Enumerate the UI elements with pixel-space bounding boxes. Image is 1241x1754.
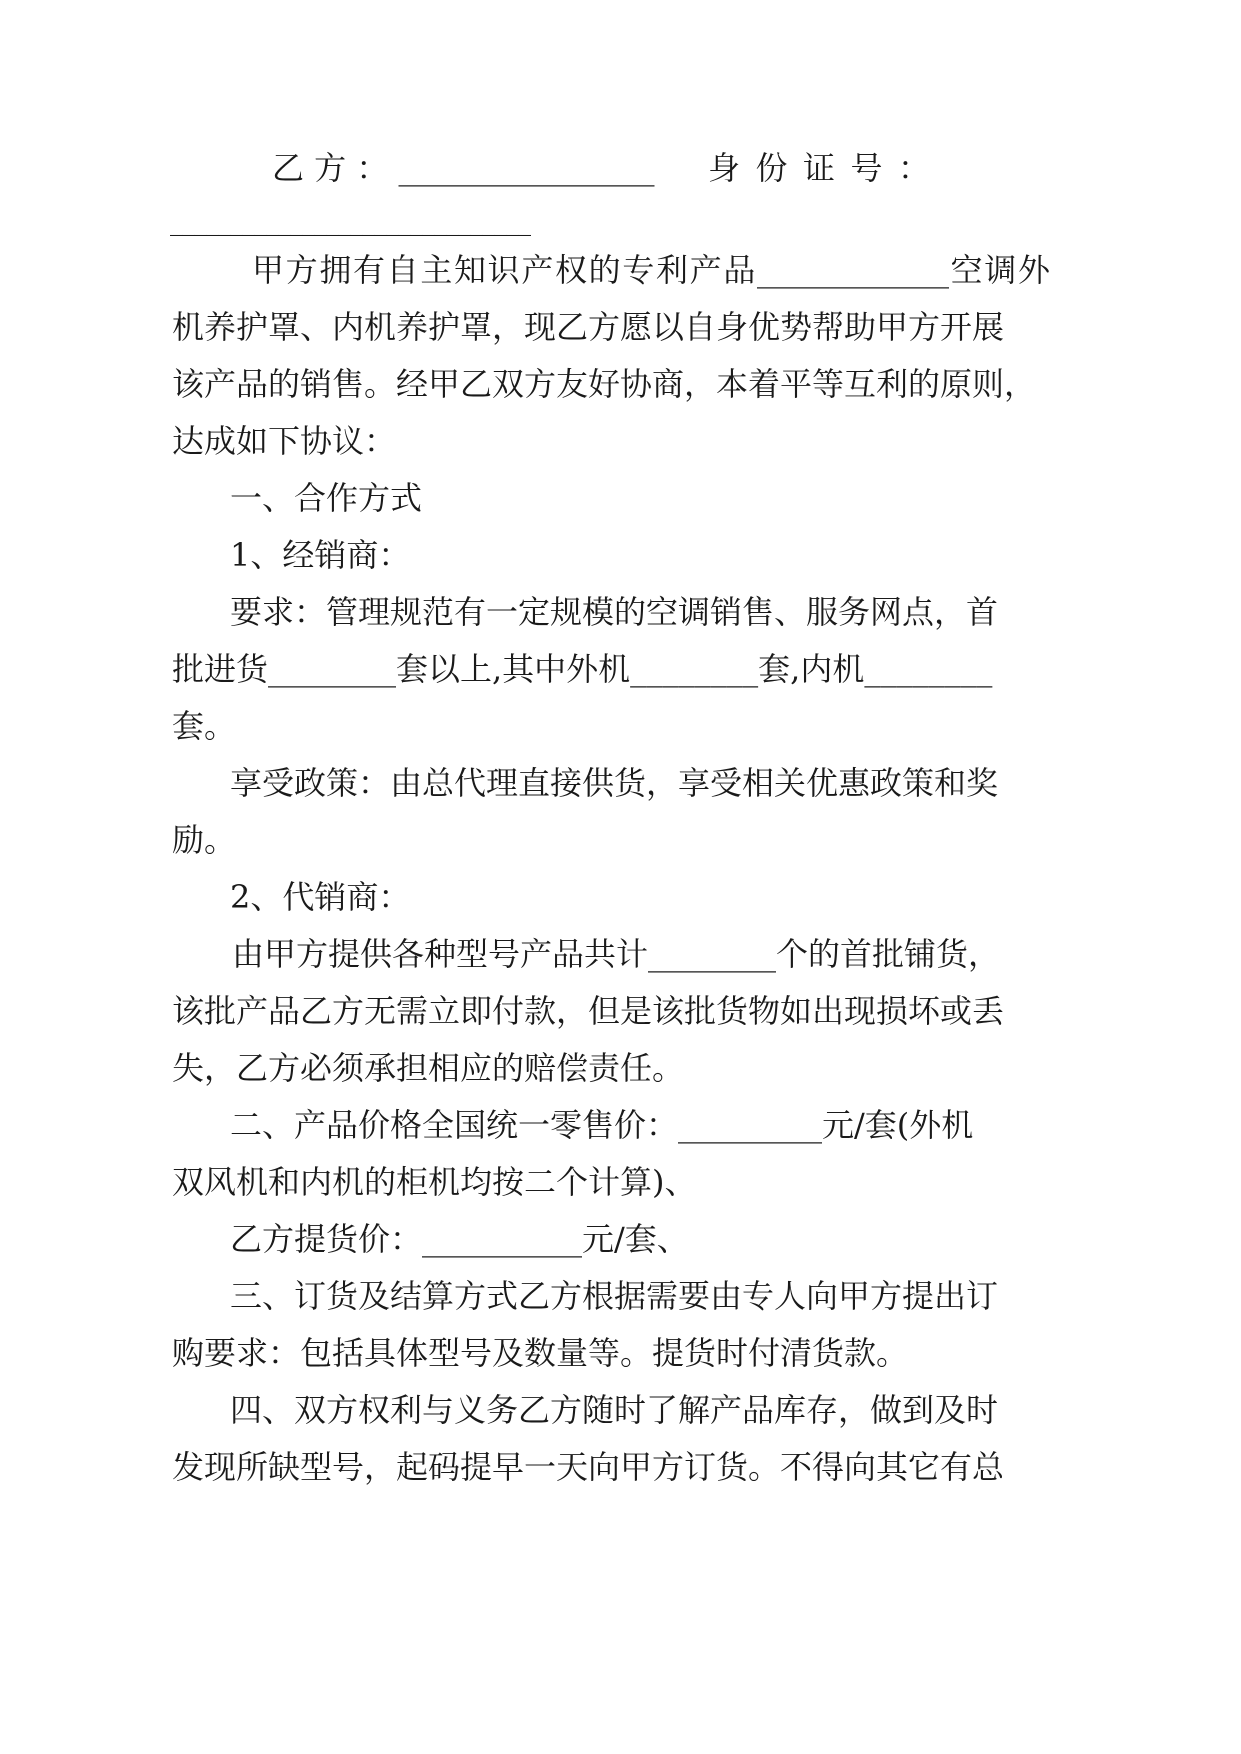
- consignee-line-3: 失，乙方必须承担相应的赔偿责任。: [172, 1049, 685, 1087]
- subsection-consignee: 2、代销商：: [230, 878, 411, 916]
- section-ordering-line-1: 三、订货及结算方式乙方根据需要由专人向甲方提出订: [230, 1277, 999, 1315]
- distributor-policy-line-2: 励。: [172, 821, 237, 859]
- section-rights-line-1: 四、双方权利与义务乙方随时了解产品库存，做到及时: [230, 1391, 999, 1429]
- distributor-policy-line-1: 享受政策：由总代理直接供货，享受相关优惠政策和奖: [230, 764, 999, 802]
- section-heading-cooperation: 一、合作方式: [230, 479, 423, 517]
- distributor-requirement-line-3: 套。: [172, 707, 237, 745]
- pickup-price-line: 乙方提货价：__________元/套、: [230, 1220, 689, 1258]
- distributor-requirement-line-1: 要求：管理规范有一定规模的空调销售、服务网点，首: [230, 593, 999, 631]
- consignee-line-1: 由甲方提供各种型号产品共计________个的首批铺货，: [232, 935, 1001, 973]
- subsection-distributor: 1、经销商：: [230, 536, 411, 574]
- section-price-line-2: 双风机和内机的柜机均按二个计算)、: [172, 1163, 697, 1201]
- id-number-label: 身 份 证 号 ：: [708, 149, 930, 187]
- paragraph-intro-line-1: 甲方拥有自主知识产权的专利产品____________空调外: [252, 251, 1050, 289]
- paragraph-intro-line-2: 机养护罩、内机养护罩，现乙方愿以自身优势帮助甲方开展: [172, 308, 1005, 346]
- party-b-label: 乙 方 ： ________________: [272, 149, 655, 187]
- section-price-line-1: 二、产品价格全国统一零售价：_________元/套(外机: [230, 1106, 974, 1144]
- paragraph-intro-line-3: 该产品的销售。经甲乙双方友好协商，本着平等互利的原则，: [172, 365, 1037, 403]
- id-number-blank: ______________________________: [170, 207, 530, 237]
- section-rights-line-2: 发现所缺型号，起码提早一天向甲方订货。不得向其它有总: [172, 1448, 1005, 1486]
- section-ordering-line-2: 购要求：包括具体型号及数量等。提货时付清货款。: [172, 1334, 909, 1372]
- distributor-requirement-line-2: 批进货________套以上,其中外机________套,内机________: [172, 650, 993, 688]
- consignee-line-2: 该批产品乙方无需立即付款，但是该批货物如出现损坏或丢: [172, 992, 1005, 1030]
- paragraph-intro-line-4: 达成如下协议：: [172, 422, 397, 460]
